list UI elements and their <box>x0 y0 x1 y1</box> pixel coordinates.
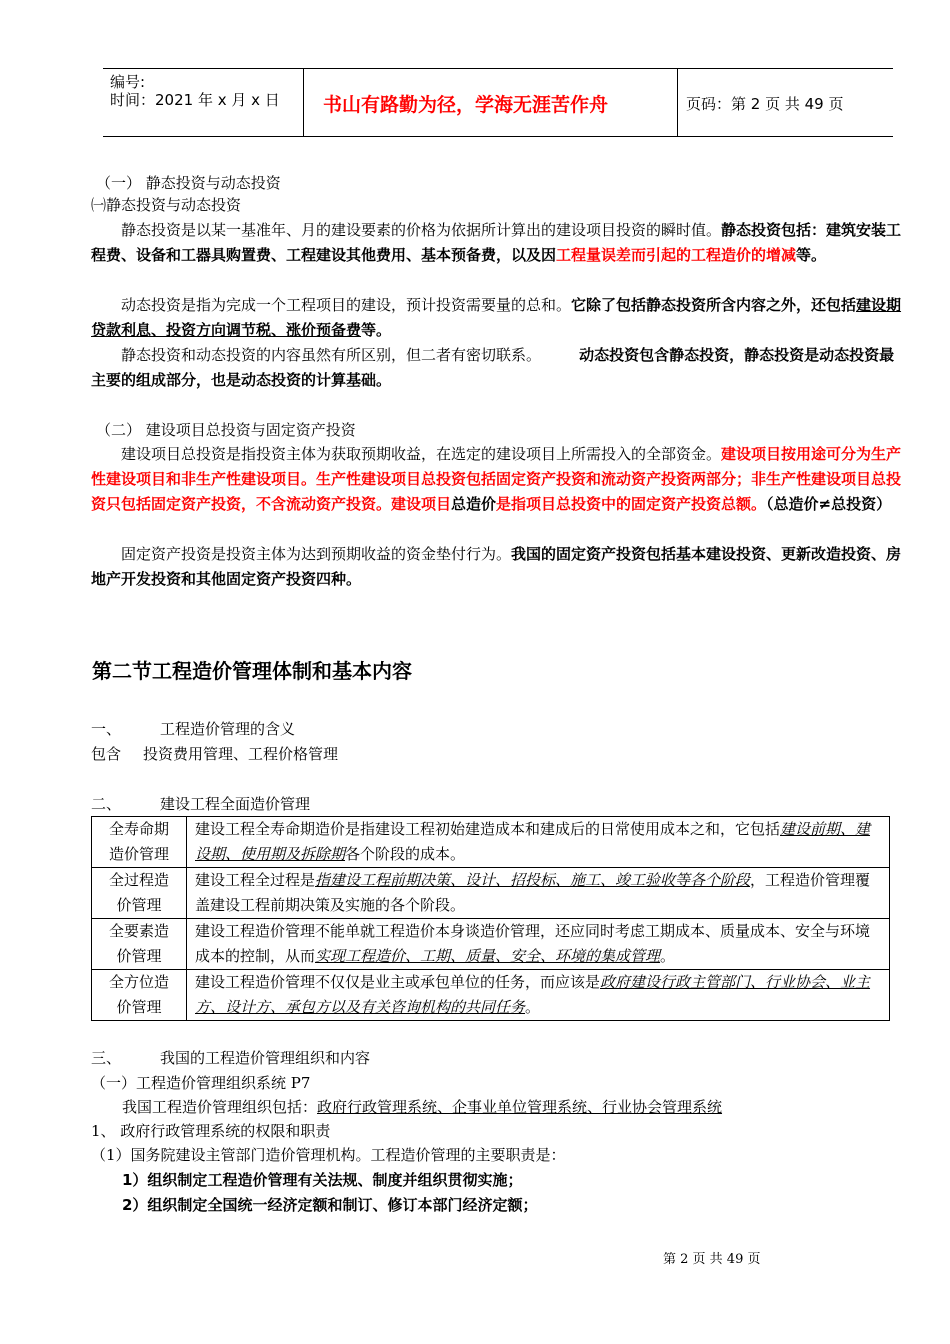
paragraph-fixed-assets: 固定资产投资是投资主体为达到预期收益的资金垫付行为。我国的固定资产投资包括基本建设投资、更新改造投资、房地产开发投资和其他固定资产投资四种。 <box>91 545 902 588</box>
duty-2: 2）组织制定全国统一经济定额和制订、修订本部门经济定额； <box>122 1196 538 1214</box>
row-value: 建设工程全寿命期造价是指建设工程初始建造成本和建成后的日常使用成本之和，它包括建设前期、建设期、使用期及拆除期各个阶段的成本。 <box>187 817 890 868</box>
paragraph-static-investment: 静态投资是以某一基准年、月的建设要素的价格为依据所计算出的建设项目投资的瞬时值。静态投资包括：建筑安装工程费、设备和工器具购置费、工程建设其他费用、基本预备费，以及因工程量误差而引起的工程造价的增减等。 <box>91 221 902 264</box>
heading-static-dynamic-alt: ㈠静态投资与动态投资 <box>91 196 242 214</box>
row-value: 建设工程造价管理不仅仅是业主或承包单位的任务，而应该是政府建设行政主管部门、行业协会、业主方、设计方、承包方以及有关咨询机构的共同任务。 <box>187 970 890 1021</box>
row-key: 全要素造 价管理 <box>92 919 187 970</box>
comprehensive-cost-management-table <box>91 816 890 1021</box>
section-title: 第二节工程造价管理体制和基本内容 <box>92 659 412 683</box>
row-key: 全过程造 价管理 <box>92 868 187 919</box>
heading-total-investment: （二） 建设项目总投资与固定资产投资 <box>96 421 356 439</box>
table-row <box>92 817 890 868</box>
part1-title: 工程造价管理的含义 <box>160 720 296 738</box>
part2-title: 建设工程全面造价管理 <box>160 795 311 813</box>
doc-time: 时间：2021 年 x 月 x 日 <box>110 91 280 109</box>
row-key: 全方位造 价管理 <box>92 970 187 1021</box>
part3-item1: 1、 政府行政管理系统的权限和职责 <box>91 1122 331 1140</box>
row-value: 建设工程全过程是指建设工程前期决策、设计、招投标、施工、竣工验收等各个阶段，工程造价管理覆盖建设工程前期决策及实施的各个阶段。 <box>187 868 890 919</box>
part1-contains-label: 包含 <box>91 745 122 763</box>
table-row <box>92 919 890 970</box>
heading-static-dynamic: （一） 静态投资与动态投资 <box>96 174 281 192</box>
part1-number: 一、 <box>91 720 122 738</box>
doc-number-label: 编号: <box>110 73 146 91</box>
page-footer: 第 2 页 共 49 页 <box>663 1252 761 1267</box>
table-row <box>92 970 890 1021</box>
part3-subheading: （一）工程造价管理组织系统 P7 <box>91 1074 311 1092</box>
table-row <box>92 868 890 919</box>
duty-1: 1）组织制定工程造价管理有关法规、制度并组织贯彻实施； <box>122 1171 523 1189</box>
part2-number: 二、 <box>91 795 122 813</box>
row-value: 建设工程造价管理不能单就工程造价本身谈造价管理，还应同时考虑工期成本、质量成本、安全与环境成本的控制，从而实现工程造价、工期、质量、安全、环境的集成管理。 <box>187 919 890 970</box>
part3-title: 我国的工程造价管理组织和内容 <box>160 1049 371 1067</box>
paragraph-relationship: 静态投资和动态投资的内容虽然有所区别，但二者有密切联系。 动态投资包含静态投资，静态投资是动态投资最主要的组成部分，也是动态投资的计算基础。 <box>91 346 895 389</box>
part1-contains: 投资费用管理、工程价格管理 <box>143 745 339 763</box>
header-divider <box>303 69 304 136</box>
part3-number: 三、 <box>91 1049 122 1067</box>
paragraph-total-investment: 建设项目总投资是指投资主体为获取预期收益，在选定的建设项目上所需投入的全部资金。建设项目按用途可分为生产性建设项目和非生产性建设项目。生产性建设项目总投资包括固定资产投资和流动资产投资两部分；非生产性建设项目总投资只包括固定资产投资，不含流动资产投资。建设项目总造价是指项目总投资中的固定资产投资总额。（总造价≠总投资） <box>91 445 902 513</box>
row-key: 全寿命期 造价管理 <box>92 817 187 868</box>
header-page-info: 页码：第 2 页 共 49 页 <box>686 95 844 113</box>
part3-organizations: 我国工程造价管理组织包括：政府行政管理系统、企事业单位管理系统、行业协会管理系统 <box>122 1098 723 1116</box>
header-motto: 书山有路勤为径，学海无涯苦作舟 <box>323 94 609 116</box>
part3-item1-1: （1）国务院建设主管部门造价管理机构。工程造价管理的主要职责是： <box>91 1146 566 1164</box>
header-divider <box>677 69 678 136</box>
paragraph-dynamic-investment: 动态投资是指为完成一个工程项目的建设，预计投资需要量的总和。它除了包括静态投资所含内容之外，还包括建设期贷款利息、投资方向调节税、涨价预备费等。 <box>91 296 902 339</box>
